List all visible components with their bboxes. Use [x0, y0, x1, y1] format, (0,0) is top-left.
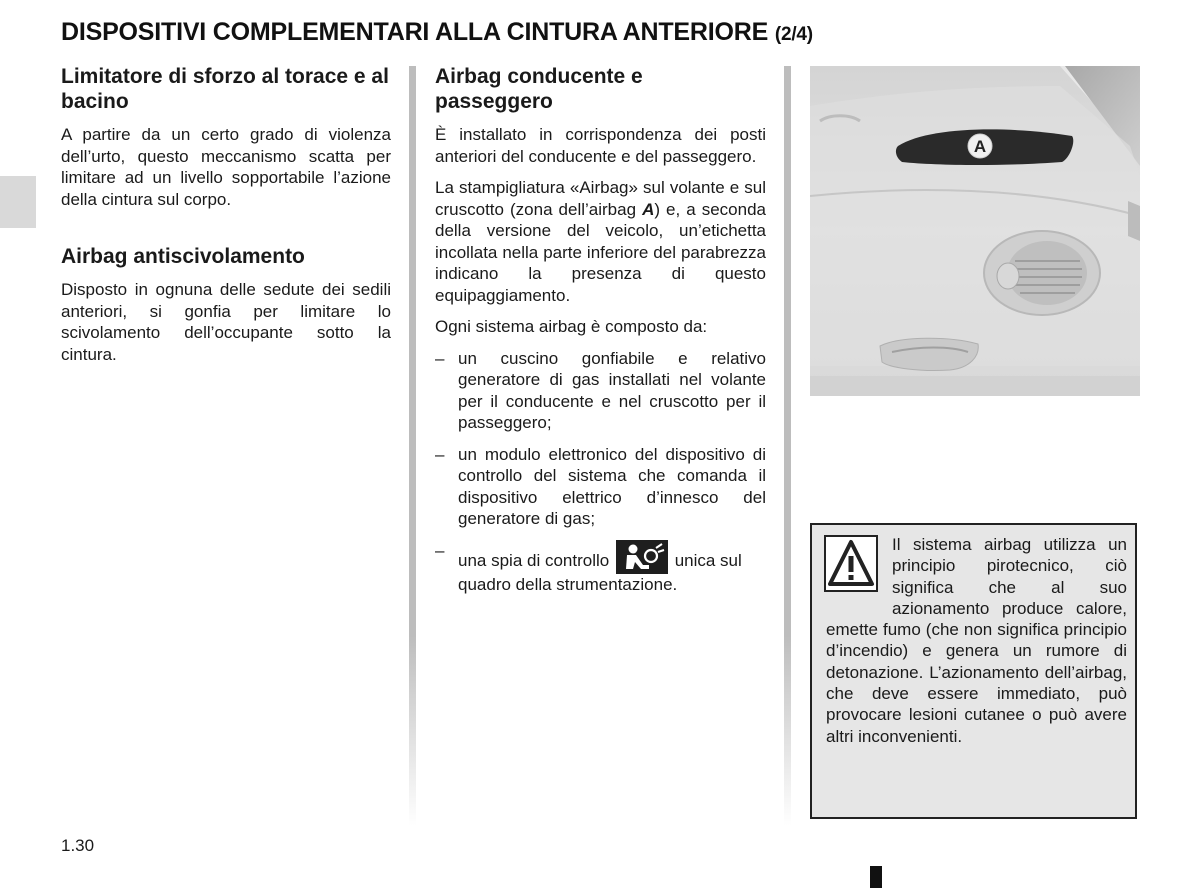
- airbag-warning-light-icon: [616, 540, 668, 574]
- list-dash: –: [435, 444, 445, 464]
- paragraph-airbag-marking: [435, 177, 766, 306]
- list-dash: –: [435, 540, 445, 560]
- paragraph-airbag-marking-text-end: ) e, a seconda della versione del veicolo, un’etichetta incollata nella parte inferiore del parabrezza indicano la presenza di questo equipaggiamento.: [435, 199, 766, 305]
- dashboard-passenger-airbag-illustration-icon: [810, 66, 1140, 396]
- list-item: [435, 540, 766, 596]
- section-text-anti-submarining-airbag: Disposto in ognuna delle sedute dei sedili anteriori, si gonfia per limitare lo scivolamento dell’occupante sotto la cintura.: [61, 280, 391, 364]
- warning-text-icon-spacer: [826, 534, 892, 614]
- column-divider-right: [784, 66, 791, 826]
- list-item: [435, 444, 766, 530]
- dashboard-airbag-figure: [810, 66, 1140, 396]
- chapter-side-tab: [0, 176, 36, 228]
- warning-box: [810, 523, 1137, 819]
- list-item-text: un modulo elettronico del dispositivo di controllo del sistema che comanda il dispositivo elettrico d’innesco del generatore di gas;: [458, 444, 766, 528]
- paragraph-airbag-marking-text-start: La stampigliatura «Airbag» sul volante e sul cruscotto (zona dell’airbag: [435, 178, 766, 219]
- middle-column: [435, 64, 766, 605]
- section-heading-force-limiter: Limitatore di sforzo al torace e al bacino: [61, 65, 389, 113]
- warning-text: [826, 534, 1127, 747]
- list-item: [435, 348, 766, 434]
- page-title: [61, 18, 813, 47]
- column-divider-left: [409, 66, 416, 826]
- page-title-main: DISPOSITIVI COMPLEMENTARI ALLA CINTURA ANTERIORE: [61, 18, 769, 46]
- list-item-text: un cuscino gonfiabile e relativo generatore di gas installati nel volante per il conducente e nel cruscotto per il passeggero;: [458, 348, 766, 432]
- section-heading-anti-submarining-airbag: Airbag antiscivolamento: [61, 245, 305, 268]
- paragraph-composition: Ogni sistema airbag è composto da:: [435, 317, 708, 336]
- section-heading-driver-passenger-airbag: Airbag conducente e passeggero: [435, 65, 643, 113]
- left-column: [61, 64, 391, 375]
- paragraph-installation: È installato in corrispondenza dei posti anteriori del conducente e del passeggero.: [435, 125, 766, 166]
- figure-reference-a: A: [642, 199, 655, 219]
- component-list: [435, 348, 766, 596]
- page-edge-marker: [870, 866, 882, 888]
- page-number: 1.30: [61, 836, 95, 855]
- section-text-force-limiter: A partire da un certo grado di violenza dell’urto, questo meccanismo scatta per limitare ad un livello sopportabile l’azione della cintura sul corpo.: [61, 125, 391, 209]
- list-item-text-start: una spia di controllo: [458, 550, 610, 570]
- warning-text-content: Il sistema airbag utilizza un principio pirotecnico, ciò significa che al suo azionamento produce calore, emette fumo (che non significa principio d’incendio) e genera un rumore di detonazione. L’azionamento dell’airbag, che deve essere immediato, può provocare lesioni cutanee o può avere altri inconvenienti.: [826, 535, 1127, 746]
- figure-label-a: A: [973, 137, 987, 156]
- page-title-part: (2/4): [774, 24, 813, 45]
- list-dash: –: [435, 348, 445, 368]
- list-item-text-end: unica sul quadro della strumentazione.: [458, 550, 742, 594]
